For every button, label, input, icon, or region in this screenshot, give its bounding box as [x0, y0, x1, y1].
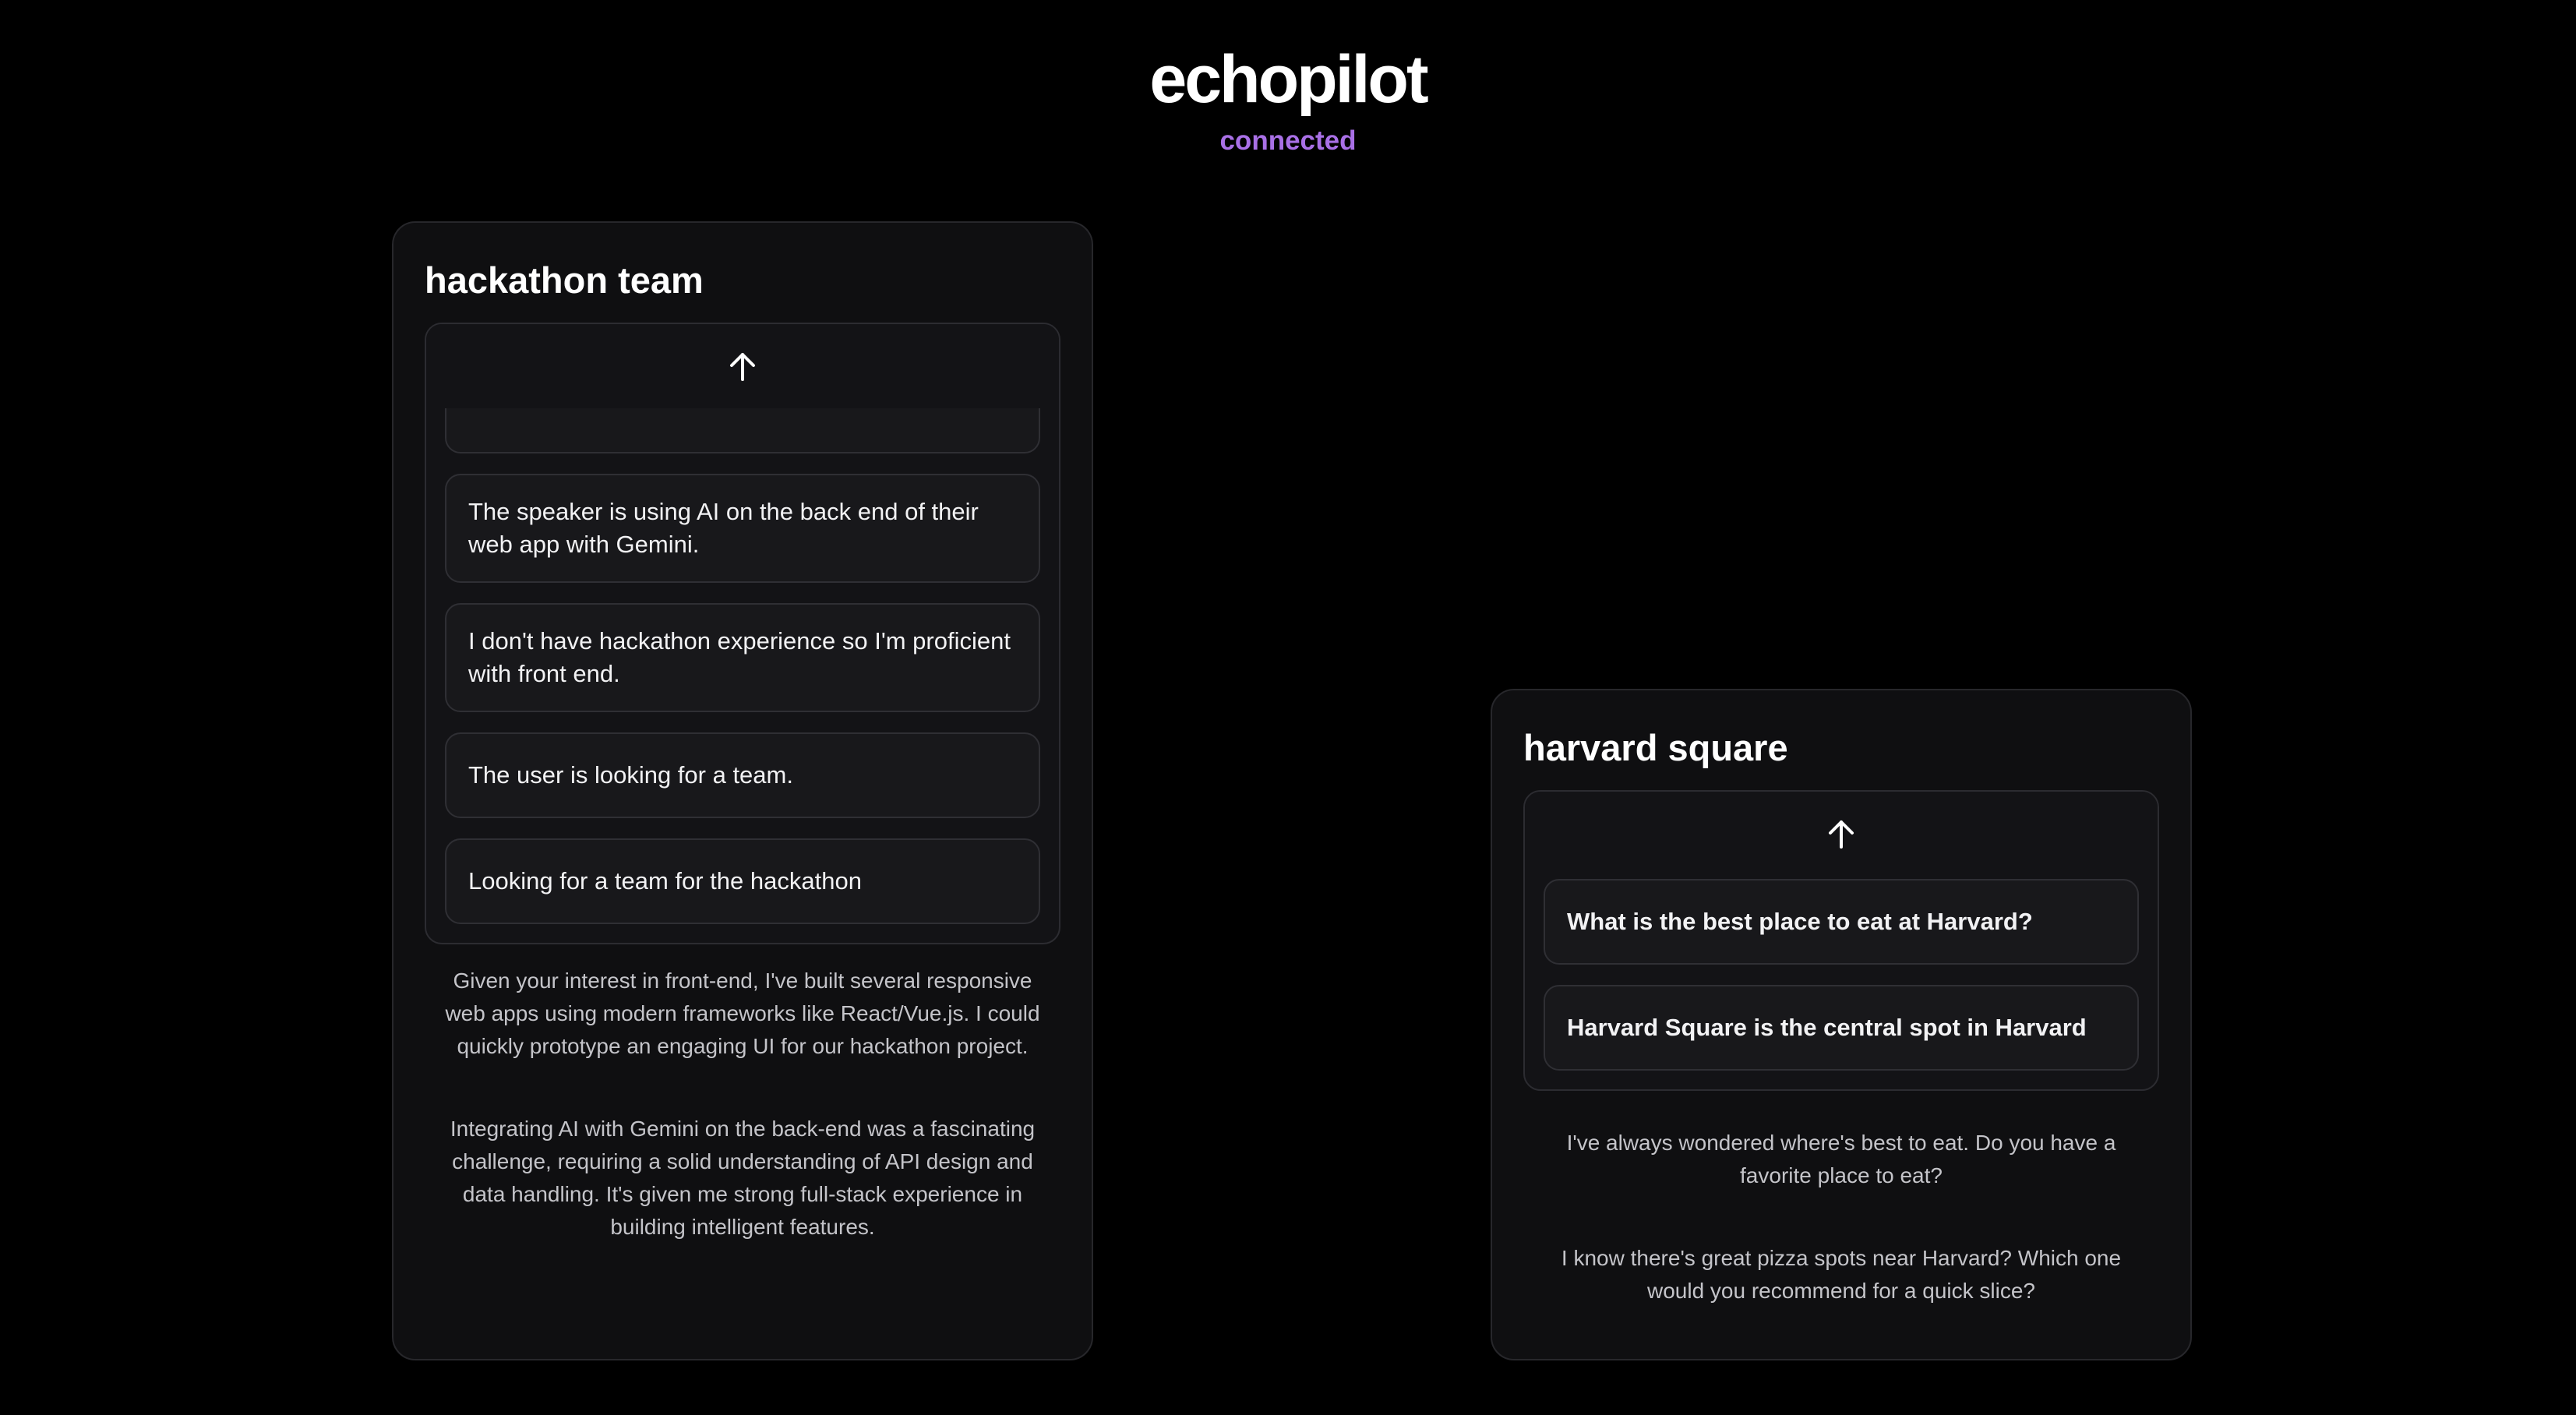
arrow-up-icon	[1826, 818, 1856, 849]
suggested-reply: Given your interest in front-end, I've built several responsive web apps using modern frameworks like React/Vue.js. I could quickly prototype an engaging UI for our hackathon project.	[445, 969, 1040, 1058]
message-card: Harvard Square is the central spot in Harvard	[1544, 985, 2139, 1071]
suggested-reply: I know there's great pizza spots near Harvard? Which one would you recommend for a quick slice?	[1561, 1246, 2122, 1303]
conversation-panel-hackathon	[392, 221, 1093, 1360]
message-list	[445, 408, 1040, 924]
feed-viewport	[426, 408, 1059, 943]
suggested-reply: I've always wondered where's best to eat. Do you have a favorite place to eat?	[1566, 1131, 2116, 1187]
transcript-feed[interactable]	[425, 323, 1060, 944]
message-list	[1544, 879, 2139, 1071]
suggestion-list	[425, 965, 1060, 1293]
conversation-panel-harvard	[1491, 689, 2192, 1360]
panel-title: hackathon team	[425, 259, 704, 301]
panel-title: harvard square	[1523, 727, 1788, 768]
feed-viewport	[1525, 876, 2158, 1089]
app-header	[0, 41, 2576, 157]
message-card	[445, 408, 1040, 453]
scroll-up-button[interactable]	[426, 324, 1059, 408]
message-card: What is the best place to eat at Harvard?	[1544, 879, 2139, 965]
app-title: echopilot	[1149, 42, 1427, 117]
arrow-up-icon	[728, 351, 757, 382]
transcript-feed[interactable]	[1523, 790, 2159, 1091]
connection-status: connected	[1219, 125, 1357, 156]
message-card: I don't have hackathon experience so I'm proficient with front end.	[445, 603, 1040, 712]
suggested-reply: Integrating AI with Gemini on the back-end was a fascinating challenge, requiring a solid understanding of API design and data handling. It's given me strong full-stack experience in building intelligent features.	[450, 1117, 1036, 1239]
message-card: The speaker is using AI on the back end of their web app with Gemini.	[445, 474, 1040, 583]
message-card: Looking for a team for the hackathon	[445, 838, 1040, 924]
scroll-up-button[interactable]	[1525, 792, 2158, 876]
suggestion-list	[1523, 1127, 2159, 1357]
message-card: The user is looking for a team.	[445, 732, 1040, 818]
